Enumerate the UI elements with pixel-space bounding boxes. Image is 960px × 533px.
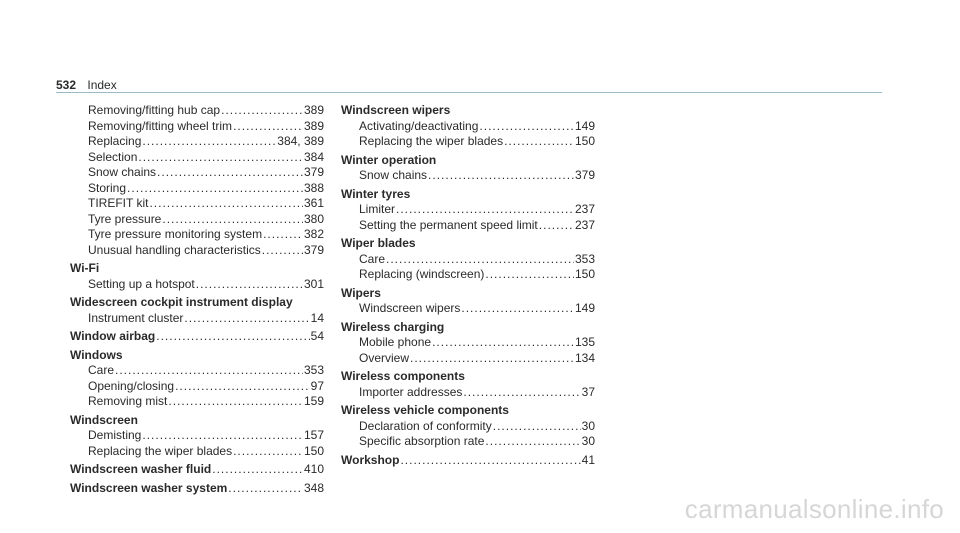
index-entry[interactable] — [341, 267, 595, 283]
index-entry[interactable] — [341, 351, 595, 367]
page-ref-link[interactable]: 379 — [574, 168, 595, 182]
index-heading[interactable]: Wipers — [341, 285, 381, 300]
index-entry[interactable] — [341, 119, 595, 135]
page-header — [56, 78, 117, 92]
entry-label: Snow chains — [359, 168, 428, 182]
index-heading[interactable]: Wireless components — [341, 369, 465, 383]
leader-dots — [479, 119, 574, 135]
index-heading[interactable]: Windscreen — [70, 412, 138, 427]
page-ref-link[interactable]: 388 — [303, 180, 324, 195]
leader-dots — [142, 134, 276, 150]
page-ref-link[interactable]: 361 — [303, 196, 324, 210]
index-entry[interactable] — [70, 181, 324, 197]
watermark: carmanualsonline.info — [684, 494, 944, 524]
entry-label: Care — [359, 251, 386, 266]
leader-dots — [485, 434, 580, 450]
page-ref-link[interactable]: 134 — [574, 350, 595, 365]
index-entry[interactable] — [70, 311, 324, 327]
leader-dots — [504, 134, 574, 150]
entry-label: Setting the permanent speed limit — [359, 217, 538, 232]
entry-label: TIREFIT kit — [88, 196, 149, 210]
page-ref-link[interactable]: 14 — [310, 310, 324, 325]
page-ref-link[interactable]: 37 — [581, 384, 595, 399]
index-heading[interactable]: Widescreen cockpit instrument display — [70, 295, 293, 309]
index-entry[interactable] — [70, 444, 324, 460]
page-ref-link[interactable]: 384 — [303, 149, 324, 164]
index-entry[interactable] — [341, 301, 595, 317]
index-entry[interactable] — [70, 134, 324, 150]
entry-label: Overview — [359, 350, 410, 365]
entry-label: Replacing (windscreen) — [359, 267, 485, 281]
leader-dots — [263, 227, 303, 243]
page-ref-link[interactable]: 41 — [581, 452, 595, 467]
leader-dots — [485, 267, 574, 283]
entry-label: Care — [88, 363, 115, 377]
entry-label: Windscreen washer system — [70, 480, 228, 495]
leader-dots — [196, 277, 303, 293]
page-ref-link[interactable]: 237 — [574, 217, 595, 232]
page-ref-link[interactable]: 149 — [574, 301, 595, 315]
page-ref-link[interactable]: 389 — [303, 103, 324, 117]
page-ref-link[interactable]: 30 — [581, 434, 595, 448]
leader-dots — [156, 329, 309, 345]
index-heading-entry[interactable] — [70, 462, 324, 478]
index-heading[interactable]: Winter tyres — [341, 186, 411, 201]
entry-label: Storing — [88, 180, 127, 195]
leader-dots — [162, 212, 303, 228]
leader-dots — [127, 181, 303, 197]
index-heading[interactable]: Winter operation — [341, 152, 437, 167]
page-ref-link[interactable]: 382 — [303, 227, 324, 241]
leader-dots — [138, 150, 303, 166]
page-ref-link[interactable]: 410 — [303, 462, 324, 476]
index-entry[interactable] — [341, 134, 595, 150]
section-title: Index — [87, 78, 117, 92]
leader-dots — [410, 351, 574, 367]
leader-dots — [149, 196, 303, 212]
index-entry[interactable] — [70, 103, 324, 119]
entry-label: Specific absorption rate — [359, 434, 485, 448]
entry-label: Window airbag — [70, 329, 156, 343]
leader-dots — [262, 243, 303, 259]
page-ref-link[interactable]: 301 — [303, 276, 324, 291]
page-ref-link[interactable]: 54 — [310, 329, 324, 343]
index-heading-entry[interactable] — [341, 453, 595, 469]
entry-label: Snow chains — [88, 165, 157, 179]
entry-label: Tyre pressure monitoring system — [88, 227, 263, 241]
leader-dots — [212, 462, 303, 478]
page-ref-link[interactable]: 30 — [581, 418, 595, 433]
index-entry[interactable] — [70, 379, 324, 395]
entry-label: Selection — [88, 149, 138, 164]
entry-label: Unusual handling characteristics — [88, 242, 261, 257]
leader-dots — [428, 168, 574, 184]
page-ref-link[interactable]: 380 — [303, 211, 324, 226]
page-ref-link[interactable]: 389 — [303, 118, 324, 133]
index-entry[interactable] — [341, 335, 595, 351]
index-entry[interactable] — [341, 218, 595, 234]
entry-label: Setting up a hotspot — [88, 276, 195, 291]
leader-dots — [493, 419, 581, 435]
index-heading[interactable]: Wiper blades — [341, 236, 416, 250]
page-ref-link[interactable]: 384, 389 — [277, 134, 324, 148]
entry-label: Removing/fitting wheel trim — [88, 118, 233, 133]
index-heading[interactable]: Wi-Fi — [70, 261, 100, 275]
leader-dots — [233, 444, 303, 460]
page-ref-link[interactable]: 149 — [574, 118, 595, 133]
entry-label: Replacing the wiper blades — [359, 134, 504, 148]
page-ref-link[interactable]: 157 — [303, 428, 324, 442]
page-ref-link[interactable]: 150 — [303, 443, 324, 458]
leader-dots — [168, 394, 303, 410]
page-ref-link[interactable]: 379 — [303, 242, 324, 257]
page-ref-link[interactable]: 348 — [303, 480, 324, 495]
entry-label: Replacing — [88, 134, 142, 148]
entry-label: Removing/fitting hub cap — [88, 103, 221, 117]
entry-label: Windscreen washer fluid — [70, 462, 212, 476]
index-entry[interactable] — [70, 196, 324, 212]
page-ref-link[interactable]: 353 — [303, 363, 324, 377]
index-entry[interactable] — [70, 394, 324, 410]
index-heading[interactable]: Windows — [70, 347, 123, 362]
leader-dots — [233, 119, 303, 135]
index-entry[interactable] — [341, 385, 595, 401]
index-heading[interactable]: Windscreen wipers — [341, 103, 451, 117]
entry-label: Demisting — [88, 428, 142, 442]
entry-label: Workshop — [341, 452, 400, 467]
page-ref-link[interactable]: 150 — [574, 267, 595, 281]
entry-label: Replacing the wiper blades — [88, 443, 233, 458]
entry-label: Removing mist — [88, 394, 168, 408]
leader-dots — [539, 218, 574, 234]
index-entry[interactable] — [341, 168, 595, 184]
leader-dots — [400, 453, 580, 469]
page-number: 532 — [56, 78, 77, 92]
index-entry[interactable] — [341, 419, 595, 435]
index-entry[interactable] — [70, 277, 324, 293]
leader-dots — [175, 379, 310, 395]
entry-label: Opening/closing — [88, 378, 175, 393]
entry-label: Limiter — [359, 202, 396, 216]
page-ref-link[interactable]: 353 — [574, 251, 595, 266]
leader-dots — [157, 165, 303, 181]
header-rule — [56, 92, 882, 93]
index-heading-entry[interactable] — [70, 481, 324, 497]
leader-dots — [386, 252, 574, 268]
index-column-right — [341, 103, 595, 468]
page-ref-link[interactable]: 135 — [574, 335, 595, 349]
index-heading-entry[interactable] — [70, 329, 324, 345]
page-ref-link[interactable]: 379 — [303, 165, 324, 179]
leader-dots — [142, 428, 303, 444]
entry-label: Declaration of conformity — [359, 418, 492, 433]
leader-dots — [461, 301, 574, 317]
index-entry[interactable] — [341, 202, 595, 218]
index-heading[interactable]: Wireless charging — [341, 319, 445, 334]
leader-dots — [396, 202, 574, 218]
index-entry[interactable] — [70, 150, 324, 166]
index-entry[interactable] — [70, 428, 324, 444]
leader-dots — [115, 363, 303, 379]
index-entry[interactable] — [70, 165, 324, 181]
leader-dots — [184, 311, 309, 327]
leader-dots — [221, 103, 303, 119]
index-entry[interactable] — [70, 119, 324, 135]
index-heading[interactable]: Wireless vehicle components — [341, 403, 509, 417]
leader-dots — [228, 481, 303, 497]
page-ref-link[interactable]: 97 — [310, 378, 324, 393]
index-entry[interactable] — [70, 243, 324, 259]
page-ref-link[interactable]: 237 — [574, 202, 595, 216]
entry-label: Mobile phone — [359, 335, 432, 349]
entry-label: Instrument cluster — [88, 310, 184, 325]
leader-dots — [432, 335, 574, 351]
page-ref-link[interactable]: 159 — [303, 394, 324, 408]
index-entry[interactable] — [70, 212, 324, 228]
entry-label: Activating/deactivating — [359, 118, 479, 133]
index-entry[interactable] — [341, 434, 595, 450]
entry-label: Windscreen wipers — [359, 301, 461, 315]
leader-dots — [463, 385, 580, 401]
page-ref-link[interactable]: 150 — [574, 134, 595, 148]
entry-label: Importer addresses — [359, 384, 463, 399]
entry-label: Tyre pressure — [88, 211, 162, 226]
index-entry[interactable] — [70, 227, 324, 243]
index-entry[interactable] — [341, 252, 595, 268]
index-column-left — [70, 103, 324, 496]
index-entry[interactable] — [70, 363, 324, 379]
